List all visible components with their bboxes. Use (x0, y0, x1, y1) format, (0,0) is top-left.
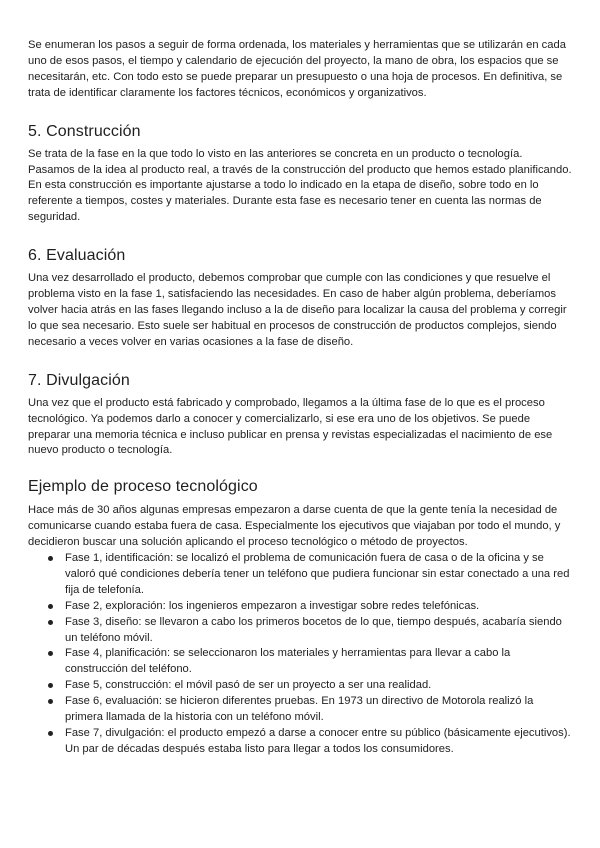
ejemplo-paragraph: Hace más de 30 años algunas empresas empezaron a darse cuenta de que la gente tenía la necesidad de comunicarse cuando estaba fuera de casa. Especialmente los ejecutivos que viajaban por todo el mundo, y decidieron buscar una solución aplicando el proceso tecnológico o método de proyectos. (28, 504, 561, 549)
bullet-icon (48, 556, 53, 561)
list-item (48, 726, 572, 758)
bullet-icon (48, 683, 53, 688)
bullet-icon (48, 731, 53, 736)
list-item (48, 599, 572, 615)
list-item (48, 551, 572, 599)
evaluacion-paragraph: Una vez desarrollado el producto, debemos comprobar que cumple con las condiciones y que resuelve el problema visto en la fase 1, satisfaciendo las necesidades. En caso de haber algún problema, deberíamos volver hacia atrás en las fases llegando incluso a la de diseño para localizar la causa del problema y corregir lo que sea necesario. Esto suele ser habitual en procesos de construcción de productos complejos, siendo necesario a veces volver en varias ocasiones a la fase de diseño. (28, 272, 567, 348)
list-item-text: Fase 4, planificación: se seleccionaron los materiales y herramientas para llevar a cabo la construcción del teléfono. (65, 647, 511, 676)
list-item (48, 615, 572, 647)
heading-divulgacion: 7. Divulgación (28, 371, 130, 389)
bullet-icon (48, 699, 53, 704)
construccion-paragraph-2: En esta construcción es importante ajustarse a todo lo indicado en la etapa de diseño, sobre todo en lo referente a tiempos, costes y materiales. Durante esta fase es necesario tener en cuenta las normas de seguridad. (28, 179, 542, 224)
list-item-text: Fase 1, identificación: se localizó el problema de comunicación fuera de casa o de la oficina y se valoró qué condiciones debería tener un teléfono que pudiera funcionar sin estar conectado a una red fija de telefonía. (65, 552, 570, 596)
heading-construccion: 5. Construcción (28, 122, 141, 140)
list-item-text: Fase 6, evaluación: se hicieron diferentes pruebas. En 1973 un directivo de Motorola realizó la primera llamada de la historia con un teléfono móvil. (65, 695, 534, 724)
heading-evaluacion: 6. Evaluación (28, 247, 126, 265)
bullet-icon (48, 620, 53, 625)
intro-paragraph: Se enumeran los pasos a seguir de forma ordenada, los materiales y herramientas que se utilizarán en cada uno de esos pasos, el tiempo y calendario de ejecución del proyecto, la mano de obra, los espacios que se necesitarán, etc. Con todo esto se puede preparar un presupuesto o una hoja de procesos. En definitiva, se trata de identificar claramente los factores técnicos, económicos y organizativos. (28, 39, 566, 99)
list-item-text: Fase 3, diseño: se llevaron a cabo los primeros bocetos de lo que, tiempo después, acabaría siendo un teléfono móvil. (65, 615, 562, 644)
list-item (48, 694, 572, 726)
list-item (48, 646, 572, 678)
list-item-text: Fase 7, divulgación: el producto empezó a darse a conocer entre su público (básicamente ejecutivos). Un par de décadas después estaba listo para llegar a todos los consumidores. (65, 727, 571, 755)
heading-ejemplo: Ejemplo de proceso tecnológico (28, 478, 258, 496)
steps-list (28, 551, 572, 758)
list-item-text: Fase 2, exploración: los ingenieros empezaron a investigar sobre redes telefónicas. (65, 599, 480, 612)
bullet-icon (48, 604, 53, 609)
bullet-icon (48, 651, 53, 656)
list-item (48, 678, 572, 694)
list-item-text: Fase 5, construcción: el móvil pasó de ser un proyecto a ser una realidad. (65, 679, 432, 692)
construccion-paragraph-1: Se trata de la fase en la que todo lo visto en las anteriores se concreta en un producto o tecnología. Pasamos de la idea al producto real, a través de la construcción del producto que hemos estado planificando. (28, 147, 572, 176)
divulgacion-paragraph: Una vez que el producto está fabricado y comprobado, llegamos a la última fase de lo que es el proceso tecnológico. Ya podemos darlo a conocer y comercializarlo, si ese era uno de los objetivos. Se puede preparar una memoria técnica e incluso publicar en prensa y revistas especializadas el nacimiento de ese nuevo producto o tecnología. (28, 396, 553, 457)
